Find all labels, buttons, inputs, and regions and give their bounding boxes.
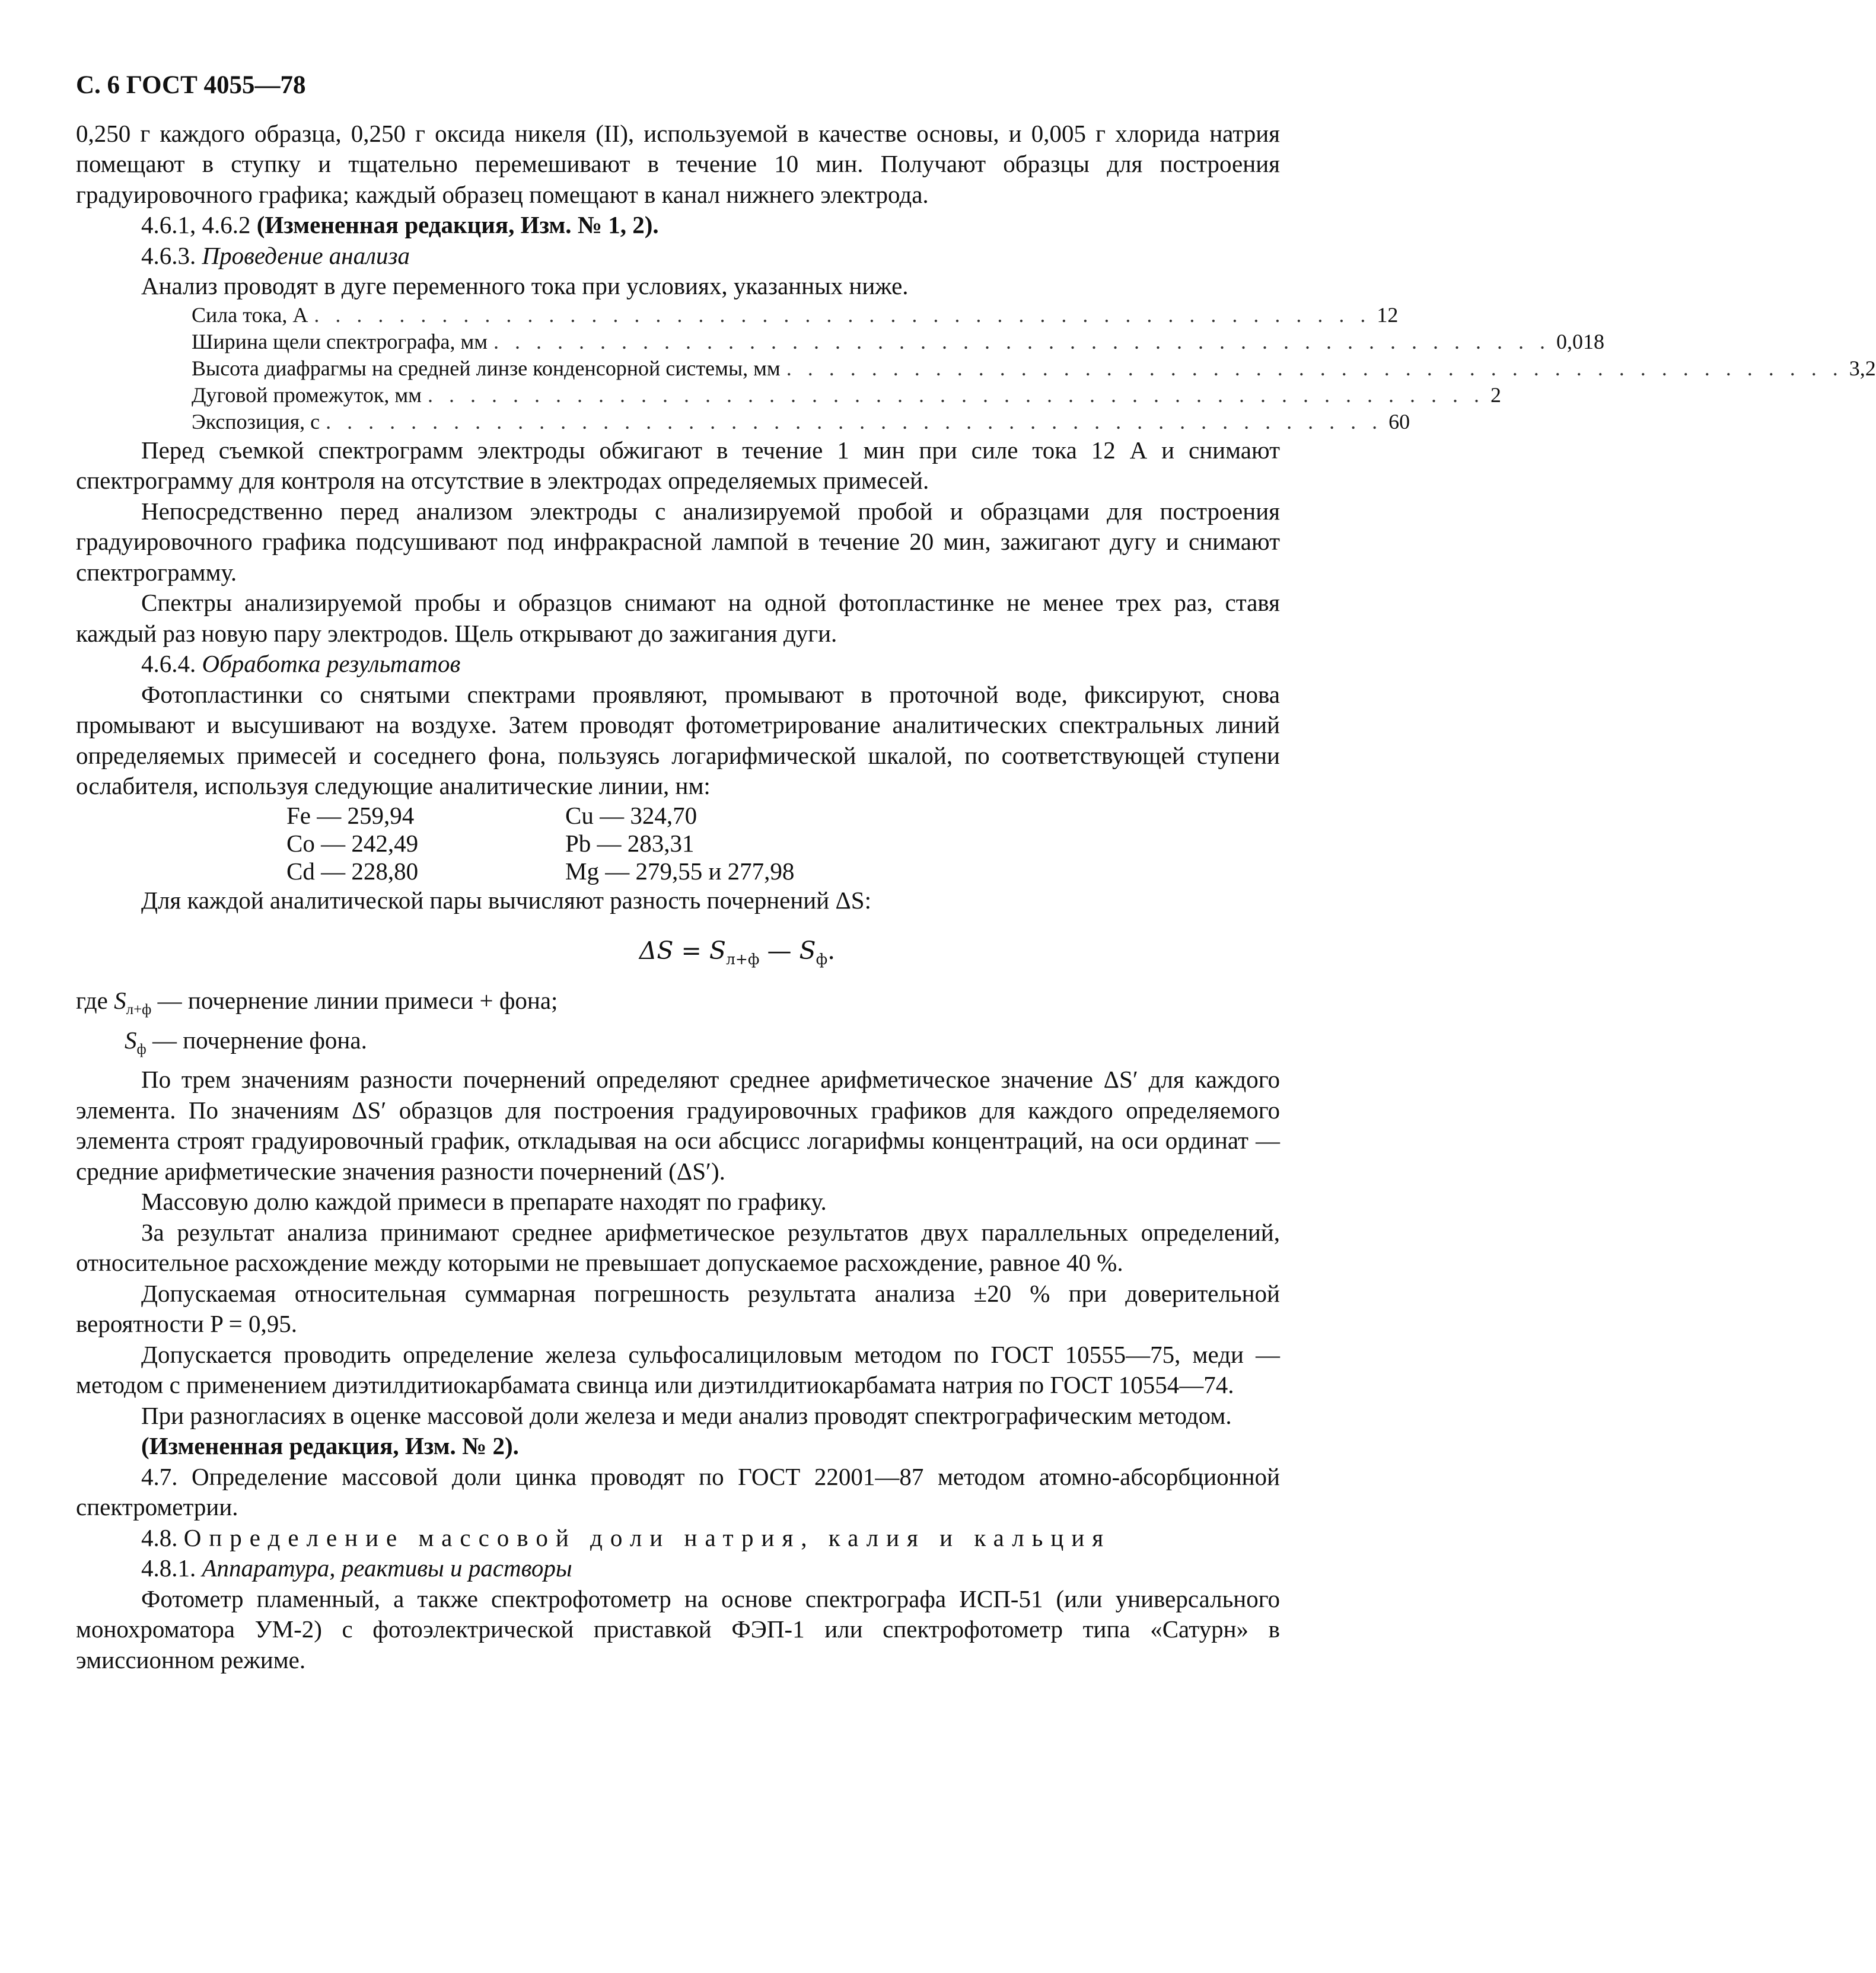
analytical-line: Cd — 228,80 [286,857,419,885]
amendment-note: (Измененная редакция, Изм. № 2). [141,1432,519,1460]
legend-line: $S_ф$ — почернение фона. [125,1026,367,1057]
paragraph: За результат анализа принимают среднее арифметическое результатов двух параллельных определений, относительное расхождение между которыми не превышает допускаемое расхождение, равное 40 %. [76,1218,1280,1277]
section-heading: 4.8. Определение массовой доли натрия, калия и кальция [141,1523,1111,1551]
analytical-line: Mg — 279,55 и 277,98 [565,857,795,885]
paragraph: При разногласиях в оценке массовой доли железа и меди анализ проводят спектрографическим методом. [141,1401,1232,1429]
paragraph: Непосредственно перед анализом электроды с анализируемой пробой и образцами для построения градуировочного графика подсушивают под инфракрасной лампой в течение 20 мин, зажигают дугу и снимают спектрограмму. [76,497,1280,586]
conditions-list [192,302,1876,435]
section-heading: 4.6.4. Обработка результатов [141,650,461,677]
paragraph: Фотопластинки со снятыми спектрами проявляют, промывают в проточной воде, фиксируют, снова промывают и высушивают на воздухе. Затем проводят фотометрирование аналитических спектральных линий определяемых примесей и соседнего фона, пользуясь логарифмической шкалой, по соответствующей ступени ослабителя, используя следующие аналитические линии, нм: [76,680,1280,799]
paragraph: Массовую долю каждой примеси в препарате находят по графику. [141,1188,827,1216]
paragraph: Анализ проводят в дуге переменного тока при условиях, указанных ниже. [141,272,909,299]
page-header: С. 6 ГОСТ 4055—78 [76,71,306,99]
section-heading: 4.6.3. Проведение анализа [141,241,410,269]
paragraph: 4.7. Определение массовой доли цинка проводят по ГОСТ 22001—87 методом атомно-абсорбционной спектрометрии. [76,1462,1280,1521]
paragraph: Фотометр пламенный, а также спектрофотометр на основе спектрографа ИСП-51 (или универсального монохроматора УМ-2) с фотоэлектрической приставкой ФЭП-1 или спектрофотометр типа «Сатурн» в эмиссионном режиме. [76,1585,1280,1674]
paragraph: Для каждой аналитической пары вычисляют разность почернений ΔS: [141,886,872,914]
condition-row: Экспозиция, с . . . . . . . . . . . . . . . . . . . . . . . . . . . . . . . . . . . . . . . . . . . . . . . . . . 60 [192,409,1410,434]
paragraph: Допускаемая относительная суммарная погрешность результата анализа ±20 % при доверительной вероятности P = 0,95. [76,1279,1280,1338]
paragraph: 0,250 г каждого образца, 0,250 г оксида никеля (II), используемой в качестве основы, и 0,005 г хлорида натрия помещают в ступку и тщательно перемешивают в течение 10 мин. Получают образцы для построения градуировочного графика; каждый образец помещают в канал нижнего электрода. [76,119,1280,208]
amendment-note: 4.6.1, 4.6.2 (Измененная редакция, Изм. № 1, 2). [141,211,659,238]
analytical-line: Pb — 283,31 [565,829,695,857]
document-page [76,70,1876,1675]
paragraph: По трем значениям разности почернений определяют среднее арифметическое значение ΔS′ для каждого элемента. По значениям ΔS′ образцов для построения градуировочных графиков для каждого определяемого элемента строят градуировочный график, откладывая на оси абсцисс логарифмы концентраций, на оси ординат — средние арифметические значения разности почернений (ΔS′). [76,1066,1280,1185]
formula: $\Delta S = S_{л+ф}$ — $S_ф$. [639,936,836,968]
analytical-line: Co — 242,49 [286,829,419,857]
section-heading: 4.8.1. Аппаратура, реактивы и растворы [141,1554,572,1582]
condition-row: Дуговой промежуток, мм . . . . . . . . . . . . . . . . . . . . . . . . . . . . . . . . . . . . . . . . . . . . . . . . . . 2 [192,383,1501,407]
condition-row: Сила тока, А . . . . . . . . . . . . . . . . . . . . . . . . . . . . . . . . . . . . . . . . . . . . . . . . . . 12 [192,302,1399,327]
paragraph: Спектры анализируемой пробы и образцов снимают на одной фотопластинке не менее трех раз, ставя каждый раз новую пару электродов. Щель открывают до зажигания дуги. [76,589,1280,647]
condition-row: Ширина щели спектрографа, мм . . . . . . . . . . . . . . . . . . . . . . . . . . . . . . . . . . . . . . . . . . . . . . . . . . 0,018 [192,329,1605,353]
paragraph: Перед съемкой спектрограмм электроды обжигают в течение 1 мин при силе тока 12 А и снимают спектрограмму для контроля на отсутствие в электродах определяемых примесей. [76,436,1280,494]
analytical-line: Fe — 259,94 [286,801,415,829]
paragraph: Допускается проводить определение железа сульфосалициловым методом по ГОСТ 10555—75, меди — методом с применением диэтилдитиокарбамата свинца или диэтилдитиокарбамата натрия по ГОСТ 10554—74. [76,1340,1280,1399]
analytical-line: Cu — 324,70 [565,801,697,829]
analytical-lines-list [286,802,1280,885]
legend-line: где $S_{л+ф}$ — почернение линии примеси + фона; [76,987,558,1018]
condition-row: Высота диафрагмы на средней линзе конденсорной системы, мм . . . . . . . . . . . . . . . . . . . . . . . . . . . . . . . . . . . . . . . . . . . . . . . . . . 3,2 [192,356,1876,380]
